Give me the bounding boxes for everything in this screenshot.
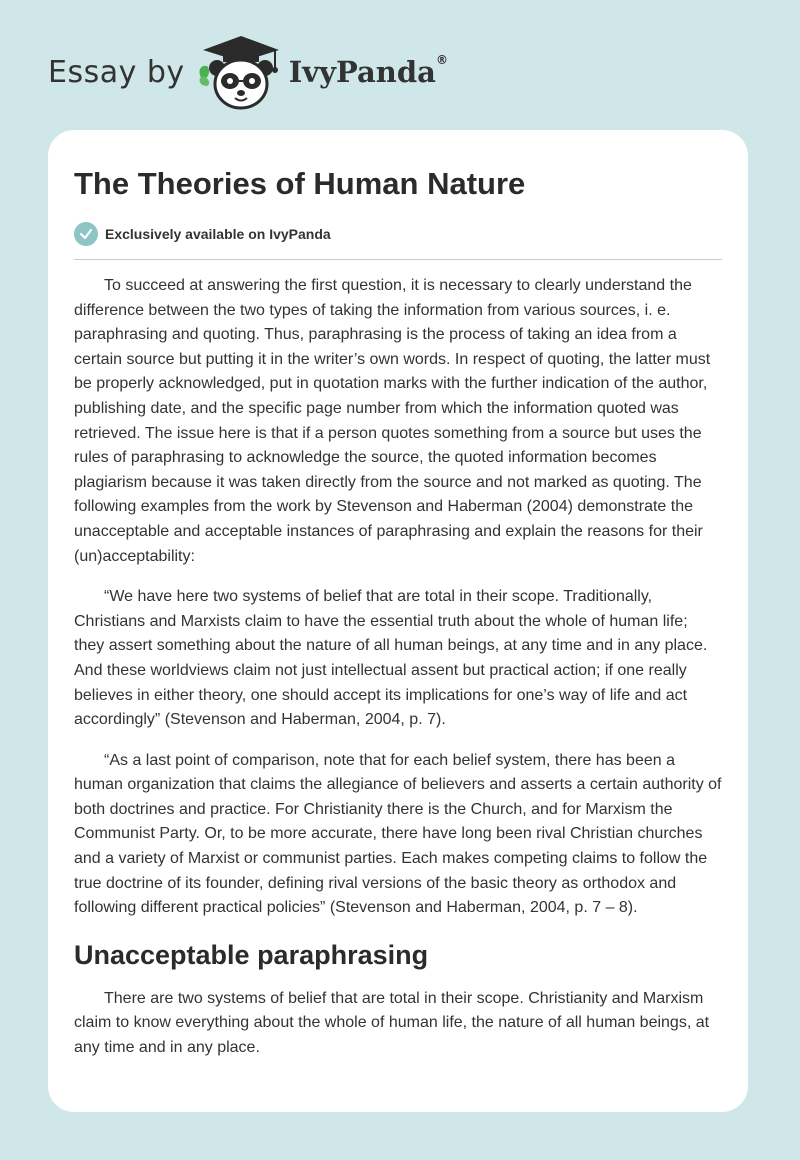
- panda-logo-icon[interactable]: [195, 34, 287, 110]
- paragraph: To succeed at answering the first question, it is necessary to clearly understand the difference between the two types of taking the information from various sources, i. e. paraphrasing and quoting. Thus, paraphrasing is the process of taking an idea from a certain source but putting it in the writer’s own words. In respect of quoting, the latter must be properly acknowledged, put in quotation marks with the further indication of the author, publishing date, and the specific page number from which the information quoted was retrieved. The issue here is that if a person quotes something from a source but uses the rules of paraphrasing to acknowledge the source, the quoted information becomes plagiarism because it was taken directly from the source and not marked as quoting. The following examples from the work by Stevenson and Haberman (2004) demonstrate the unacceptable and acceptable instances of paraphrasing and explain the reasons for their (un)acceptability:: [74, 277, 711, 565]
- badge-label: Exclusively available on IvyPanda: [105, 226, 331, 242]
- exclusive-badge: [74, 222, 722, 246]
- divider: [74, 259, 722, 260]
- quote-paragraph: “We have here two systems of belief that are total in their scope. Traditionally, Christians and Marxists claim to have the essential truth about the whole of human life; they assert something about the nature of all human beings, at any time and in any place. And these worldviews claim not just intellectual assent but practical action; if one really believes in either theory, one should accept its implications for one’s way of life and act accordingly” (Stevenson and Haberman, 2004, p. 7).: [74, 588, 708, 729]
- section-heading: Unacceptable paraphrasing: [74, 939, 429, 970]
- brand-name[interactable]: IvyPanda®: [288, 53, 448, 89]
- page-title: The Theories of Human Nature: [74, 166, 526, 201]
- paragraph: There are two systems of belief that are total in their scope. Christianity and Marxism claim to know everything about the whole of human life, the nature of all human beings, at any time and in any place.: [74, 989, 710, 1057]
- essay-by-label: Essay by: [48, 54, 185, 90]
- quote-paragraph: “As a last point of comparison, note that for each belief system, there has been a human organization that claims the allegiance of believers and asserts a certain authority of both doctrines and practice. For Christianity there is the Church, and for Marxism the Communist Party. Or, to be more accurate, there have long been rival Christian churches and a variety of Marxist or communist parties. Each makes competing claims to follow the true doctrine of its founder, defining rival versions of the basic theory as orthodox and following different practical policies” (Stevenson and Haberman, 2004, p. 7 – 8).: [74, 751, 722, 917]
- essay-card: [48, 130, 748, 1112]
- site-header: [48, 34, 488, 110]
- check-icon: [74, 222, 98, 246]
